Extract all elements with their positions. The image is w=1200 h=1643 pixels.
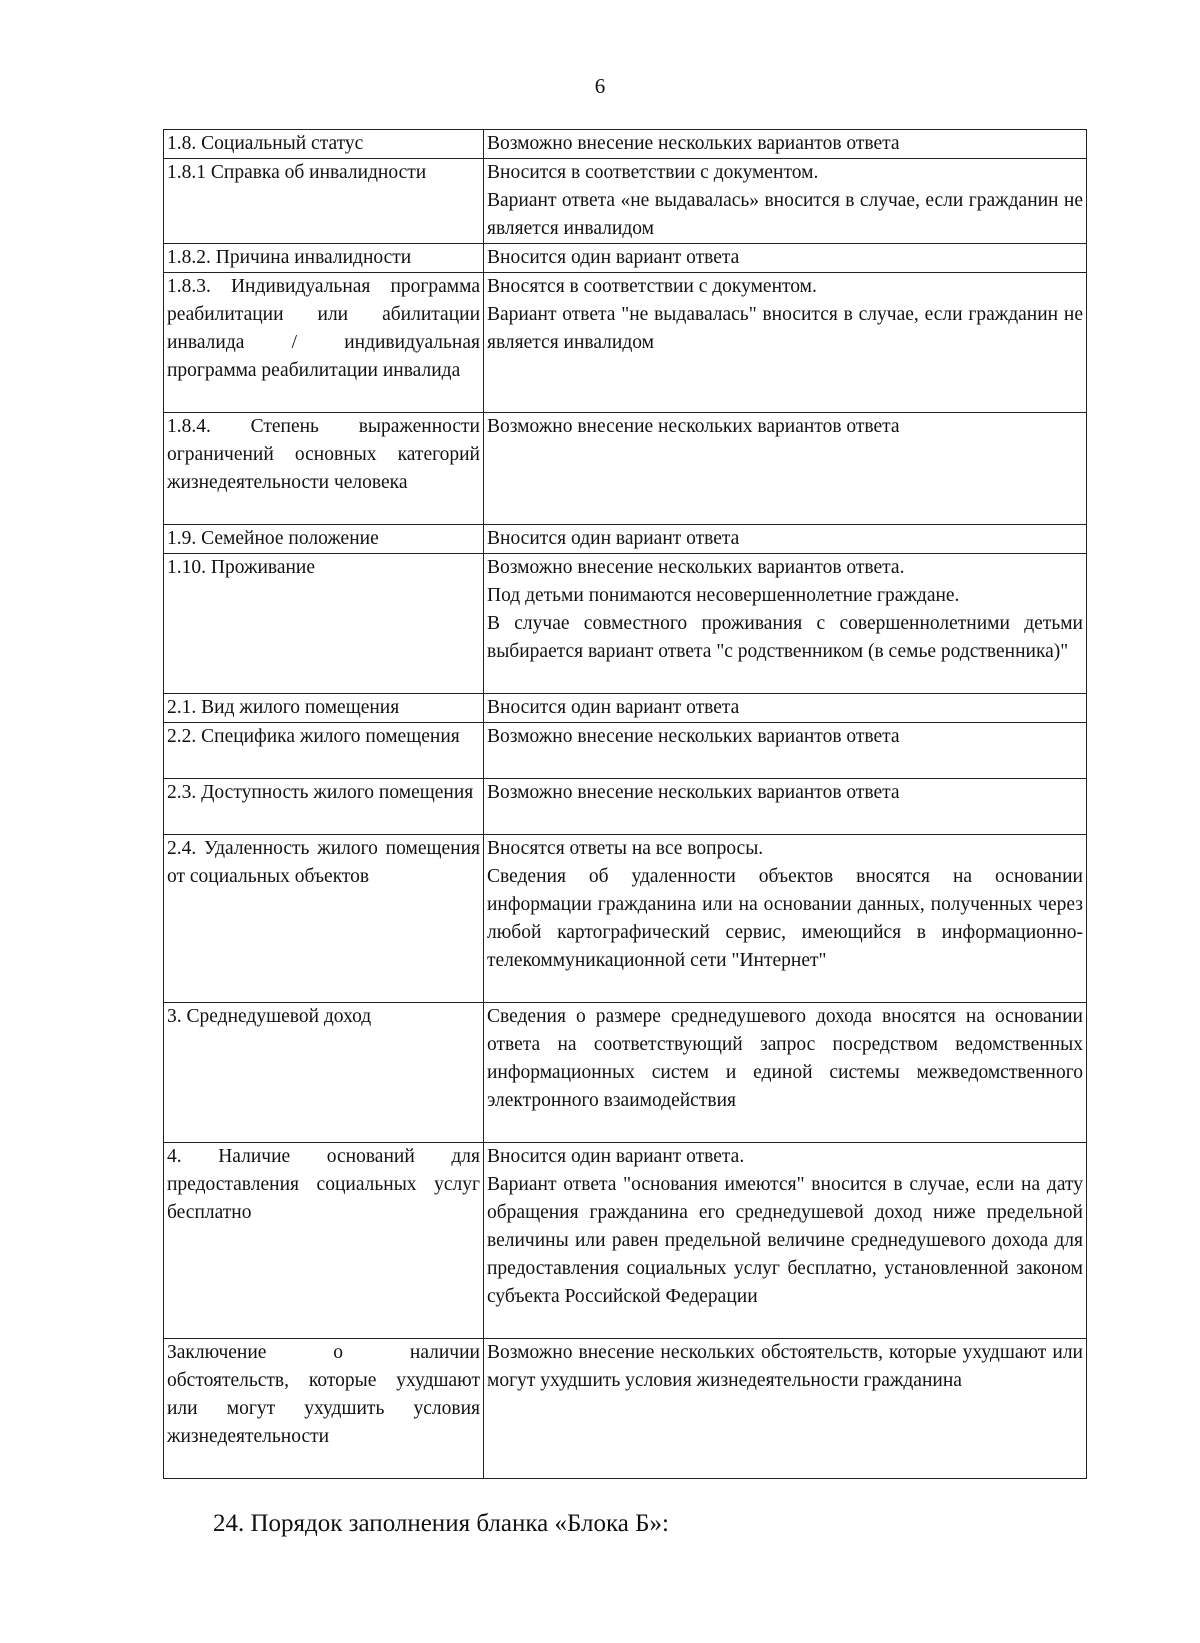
instruction-text: Вносится один вариант ответа [487,697,740,718]
table-row [164,723,1087,779]
instruction-text: Возможно внесение нескольких вариантов ответа [487,726,900,747]
field-label-cell: 1.8.2. Причина инвалидности [164,244,484,273]
instruction-cell [484,835,1087,1003]
instruction-text: Вносится в соответствии с документом. [487,162,819,183]
instructions-table-body [164,130,1087,1479]
field-label-cell: 1.8.3. Индивидуальная программа реабилитации или абилитации инвалида / индивидуальная программа реабилитации инвалида [164,273,484,413]
instruction-cell [484,1143,1087,1339]
instruction-text: Возможно внесение нескольких вариантов ответа [487,782,900,803]
instruction-text: В случае совместного проживания с совершеннолетними детьми выбирается вариант ответа "с родственником (в семье родственника)" [487,613,1083,662]
table-row [164,244,1087,273]
instruction-text: Под детьми понимаются несовершеннолетние граждане. [487,585,960,606]
instruction-cell [484,525,1087,554]
field-label-cell: Заключение о наличии обстоятельств, которые ухудшают или могут ухудшить условия жизнедеятельности [164,1339,484,1479]
instructions-table [163,129,1087,1479]
field-label-cell: 3. Среднедушевой доход [164,1003,484,1143]
table-row [164,130,1087,159]
instruction-text: Возможно внесение нескольких вариантов ответа. [487,557,905,578]
instruction-text: Вносится один вариант ответа. [487,1146,745,1167]
instruction-text: Возможно внесение нескольких вариантов ответа [487,416,900,437]
instruction-cell [484,554,1087,694]
field-label-cell: 1.9. Семейное положение [164,525,484,554]
field-label-cell: 2.4. Удаленность жилого помещения от социальных объектов [164,835,484,1003]
table-row [164,413,1087,525]
field-label-cell: 2.3. Доступность жилого помещения [164,779,484,835]
instruction-text: Вносится один вариант ответа [487,528,740,549]
table-row [164,525,1087,554]
field-label-cell: 1.8.1 Справка об инвалидности [164,159,484,244]
instruction-cell [484,413,1087,525]
field-label-cell: 1.10. Проживание [164,554,484,694]
page-number: 6 [594,74,606,98]
field-label-cell: 1.8.4. Степень выраженности ограничений основных категорий жизнедеятельности человека [164,413,484,525]
instruction-text: Вносится один вариант ответа [487,247,740,268]
table-row [164,554,1087,694]
instruction-text: Сведения о размере среднедушевого дохода вносятся на основании ответа на соответствующий запрос посредством ведомственных информационных систем и единой системы межведомственного электронного взаимодействия [487,1006,1083,1111]
table-row [164,694,1087,723]
field-label-cell: 2.2. Специфика жилого помещения [164,723,484,779]
instruction-cell [484,723,1087,779]
instruction-text: Сведения об удаленности объектов вносятся на основании информации гражданина или на основании данных, полученных через любой картографический сервис, имеющийся в информационно-телекоммуникационной сети "Интернет" [487,866,1083,971]
field-label-cell: 1.8. Социальный статус [164,130,484,159]
table-row [164,273,1087,413]
instruction-text: Вносятся в соответствии с документом. [487,276,817,297]
instruction-text: Возможно внесение нескольких обстоятельств, которые ухудшают или могут ухудшить условия жизнедеятельности гражданина [487,1342,1083,1391]
instruction-cell [484,694,1087,723]
instruction-cell [484,1003,1087,1143]
section-heading: 24. Порядок заполнения бланка «Блока Б»: [213,1510,669,1537]
table-row [164,1143,1087,1339]
table-row [164,159,1087,244]
field-label-cell: 2.1. Вид жилого помещения [164,694,484,723]
table-row [164,779,1087,835]
table-row [164,1003,1087,1143]
table-row [164,1339,1087,1479]
table-row [164,835,1087,1003]
instruction-cell [484,244,1087,273]
field-label-cell: 4. Наличие оснований для предоставления социальных услуг бесплатно [164,1143,484,1339]
instruction-cell [484,1339,1087,1479]
instruction-cell [484,130,1087,159]
instruction-text: Вариант ответа "не выдавалась" вносится в случае, если гражданин не является инвалидом [487,304,1083,353]
instruction-cell [484,779,1087,835]
instruction-text: Вариант ответа "основания имеются" вносится в случае, если на дату обращения гражданина его среднедушевой доход ниже предельной величины или равен предельной величине среднедушевого дохода для предоставления социальных услуг бесплатно, установленной законом субъекта Российской Федерации [487,1174,1083,1307]
instruction-text: Возможно внесение нескольких вариантов ответа [487,133,900,154]
instruction-cell [484,273,1087,413]
instruction-cell [484,159,1087,244]
instruction-text: Вариант ответа «не выдавалась» вносится в случае, если гражданин не является инвалидом [487,190,1083,239]
instruction-text: Вносятся ответы на все вопросы. [487,838,764,859]
